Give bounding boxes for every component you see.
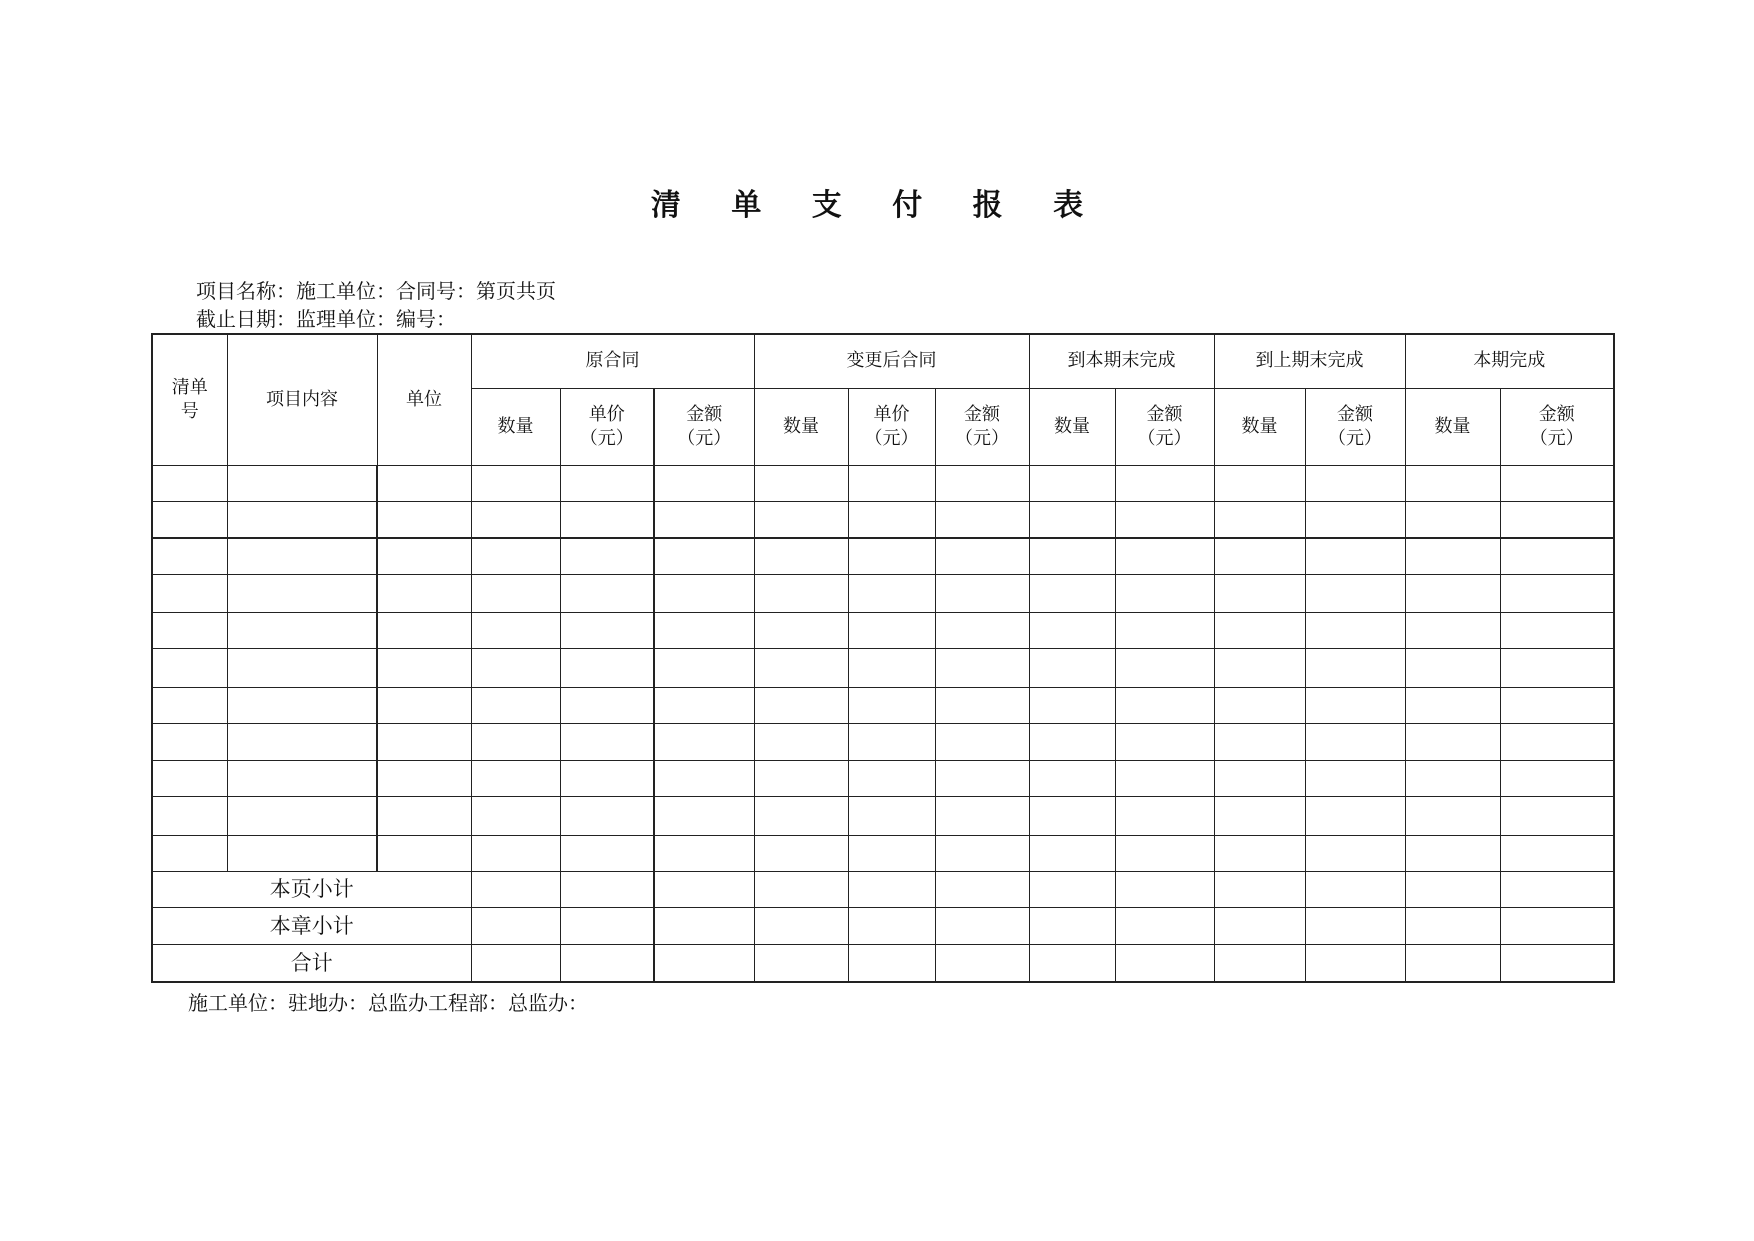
table-cell [152, 465, 227, 501]
table-cell [935, 760, 1029, 796]
table-cell [935, 574, 1029, 612]
table-cell [1405, 907, 1500, 944]
amount-header: 金额 （元） [1115, 388, 1214, 465]
table-cell [560, 944, 654, 982]
table-cell [227, 648, 377, 687]
table-cell [1029, 465, 1115, 501]
table-row [152, 835, 1614, 871]
table-cell [1500, 835, 1614, 871]
table-cell [1305, 574, 1405, 612]
table-cell [227, 835, 377, 871]
qty-header: 数量 [1405, 388, 1500, 465]
table-cell [1405, 612, 1500, 648]
unit-header: 单位 [377, 334, 471, 465]
table-cell [1500, 723, 1614, 760]
table-cell [471, 907, 560, 944]
table-cell [754, 501, 848, 538]
table-cell [1305, 465, 1405, 501]
table-cell [1115, 723, 1214, 760]
table-cell [1115, 871, 1214, 907]
table-cell [935, 687, 1029, 723]
table-cell [654, 574, 754, 612]
table-cell [560, 796, 654, 835]
table-cell [560, 760, 654, 796]
page-subtotal-row [152, 871, 1614, 907]
table-cell [848, 760, 935, 796]
chapter-subtotal-label: 本章小计 [152, 907, 471, 944]
qty-header: 数量 [1214, 388, 1305, 465]
table-cell [560, 574, 654, 612]
table-cell [560, 871, 654, 907]
table-cell [1305, 835, 1405, 871]
table-cell [1405, 687, 1500, 723]
table-cell [848, 687, 935, 723]
table-cell [471, 612, 560, 648]
table-cell [152, 612, 227, 648]
table-cell [471, 871, 560, 907]
group-header-changed: 变更后合同 [754, 334, 1029, 388]
table-cell [935, 501, 1029, 538]
table-row [152, 465, 1614, 501]
table-cell [754, 760, 848, 796]
table-cell [654, 648, 754, 687]
table-cell [1214, 796, 1305, 835]
table-cell [227, 538, 377, 574]
table-cell [1214, 612, 1305, 648]
date-info-line: 截止日期：监理单位：编号： [196, 307, 456, 331]
table-cell [377, 760, 471, 796]
table-cell [848, 612, 935, 648]
item-no-header: 清单 号 [152, 334, 227, 465]
table-cell [471, 723, 560, 760]
table-cell [227, 612, 377, 648]
table-cell [152, 687, 227, 723]
amount-header: 金额 （元） [935, 388, 1029, 465]
unit-price-header: 单价 （元） [848, 388, 935, 465]
header-row-1 [152, 334, 1614, 388]
table-cell [1305, 944, 1405, 982]
table-cell [1214, 687, 1305, 723]
table-cell [935, 648, 1029, 687]
table-cell [848, 538, 935, 574]
table-cell [1305, 538, 1405, 574]
table-cell [560, 612, 654, 648]
table-cell [377, 465, 471, 501]
table-cell [1115, 538, 1214, 574]
amount-header: 金额 （元） [1305, 388, 1405, 465]
table-cell [654, 907, 754, 944]
table-cell [560, 687, 654, 723]
table-cell [754, 538, 848, 574]
table-cell [377, 648, 471, 687]
table-cell [1214, 907, 1305, 944]
table-cell [848, 907, 935, 944]
table-cell [654, 796, 754, 835]
table-cell [1500, 907, 1614, 944]
table-cell [377, 723, 471, 760]
table-cell [754, 648, 848, 687]
table-cell [848, 835, 935, 871]
table-cell [227, 687, 377, 723]
table-cell [1115, 907, 1214, 944]
unit-price-header: 单价 （元） [560, 388, 654, 465]
table-cell [1029, 574, 1115, 612]
table-cell [1115, 687, 1214, 723]
table-row [152, 501, 1614, 538]
table-cell [560, 648, 654, 687]
table-cell [935, 538, 1029, 574]
table-cell [654, 687, 754, 723]
table-cell [152, 538, 227, 574]
table-cell [1500, 574, 1614, 612]
table-cell [377, 501, 471, 538]
table-cell [654, 612, 754, 648]
table-cell [471, 465, 560, 501]
table-cell [1029, 501, 1115, 538]
table-cell [377, 796, 471, 835]
table-cell [1029, 944, 1115, 982]
table-cell [848, 944, 935, 982]
table-cell [1305, 907, 1405, 944]
table-cell [654, 760, 754, 796]
table-cell [560, 465, 654, 501]
table-cell [848, 501, 935, 538]
amount-header: 金额 （元） [654, 388, 754, 465]
table-cell [377, 574, 471, 612]
table-cell [1214, 944, 1305, 982]
table-cell [1029, 723, 1115, 760]
table-cell [754, 465, 848, 501]
table-cell [754, 871, 848, 907]
table-cell [377, 612, 471, 648]
table-cell [1305, 612, 1405, 648]
table-cell [471, 760, 560, 796]
table-cell [1214, 760, 1305, 796]
table-row [152, 723, 1614, 760]
qty-header: 数量 [471, 388, 560, 465]
table-cell [560, 538, 654, 574]
table-cell [654, 465, 754, 501]
table-cell [935, 835, 1029, 871]
table-cell [1405, 944, 1500, 982]
table-cell [654, 835, 754, 871]
qty-header: 数量 [754, 388, 848, 465]
table-cell [1214, 465, 1305, 501]
table-cell [471, 687, 560, 723]
item-content-header: 项目内容 [227, 334, 377, 465]
table-cell [1214, 574, 1305, 612]
table-row [152, 574, 1614, 612]
table-cell [754, 835, 848, 871]
signature-footer: 施工单位：驻地办：总监办工程部：总监办： [188, 991, 588, 1015]
table-cell [560, 723, 654, 760]
table-cell [1500, 612, 1614, 648]
table-cell [1405, 501, 1500, 538]
table-cell [227, 760, 377, 796]
table-cell [1500, 796, 1614, 835]
table-row [152, 648, 1614, 687]
table-row [152, 538, 1614, 574]
table-cell [1405, 465, 1500, 501]
table-cell [1029, 760, 1115, 796]
table-cell [654, 871, 754, 907]
table-cell [1115, 501, 1214, 538]
total-label: 合计 [152, 944, 471, 982]
table-cell [935, 907, 1029, 944]
table-cell [1500, 687, 1614, 723]
table-cell [1029, 538, 1115, 574]
table-row [152, 796, 1614, 835]
table-cell [848, 796, 935, 835]
table-cell [1305, 796, 1405, 835]
table-cell [377, 687, 471, 723]
table-cell [935, 612, 1029, 648]
table-cell [848, 574, 935, 612]
table-cell [560, 907, 654, 944]
table-cell [152, 760, 227, 796]
table-row [152, 612, 1614, 648]
table-cell [471, 796, 560, 835]
group-header-to-current-end: 到本期末完成 [1029, 334, 1214, 388]
table-cell [935, 723, 1029, 760]
table-cell [471, 944, 560, 982]
table-cell [227, 501, 377, 538]
table-cell [152, 574, 227, 612]
table-cell [1500, 501, 1614, 538]
table-cell [471, 501, 560, 538]
table-cell [227, 796, 377, 835]
table-cell [754, 907, 848, 944]
table-cell [848, 648, 935, 687]
table-cell [1214, 501, 1305, 538]
amount-header: 金额 （元） [1500, 388, 1614, 465]
table-cell [654, 944, 754, 982]
table-cell [1029, 612, 1115, 648]
group-header-current-period: 本期完成 [1405, 334, 1614, 388]
table-cell [1405, 796, 1500, 835]
table-cell [1115, 612, 1214, 648]
table-cell [1305, 687, 1405, 723]
table-cell [754, 687, 848, 723]
table-cell [1214, 723, 1305, 760]
page-subtotal-label: 本页小计 [152, 871, 471, 907]
table-cell [1029, 907, 1115, 944]
table-cell [848, 465, 935, 501]
table-cell [654, 538, 754, 574]
table-cell [1405, 871, 1500, 907]
table-cell [1214, 871, 1305, 907]
table-cell [935, 465, 1029, 501]
table-cell [1305, 501, 1405, 538]
table-cell [152, 648, 227, 687]
table-cell [1500, 538, 1614, 574]
table-cell [152, 796, 227, 835]
table-cell [1115, 465, 1214, 501]
table-cell [1405, 723, 1500, 760]
table-cell [1029, 871, 1115, 907]
table-cell [935, 796, 1029, 835]
chapter-subtotal-row [152, 907, 1614, 944]
table-cell [227, 465, 377, 501]
table-cell [1405, 538, 1500, 574]
table-cell [1115, 796, 1214, 835]
table-cell [1500, 465, 1614, 501]
table-cell [1500, 648, 1614, 687]
total-row [152, 944, 1614, 982]
table-cell [754, 796, 848, 835]
table-cell [1029, 835, 1115, 871]
table-cell [1305, 760, 1405, 796]
table-cell [152, 835, 227, 871]
table-cell [1305, 871, 1405, 907]
table-cell [377, 835, 471, 871]
table-cell [152, 501, 227, 538]
group-header-original: 原合同 [471, 334, 754, 388]
table-cell [1115, 648, 1214, 687]
table-cell [1115, 574, 1214, 612]
table-cell [1214, 648, 1305, 687]
table-cell [560, 501, 654, 538]
table-cell [1305, 723, 1405, 760]
table-cell [1405, 760, 1500, 796]
table-cell [754, 723, 848, 760]
project-info-line: 项目名称：施工单位：合同号：第页共页 [196, 279, 556, 303]
table-cell [1500, 871, 1614, 907]
table-body [152, 465, 1614, 871]
table-cell [1029, 796, 1115, 835]
table-cell [1405, 648, 1500, 687]
payment-table [151, 333, 1615, 983]
table-cell [1029, 648, 1115, 687]
table-cell [152, 723, 227, 760]
table-cell [654, 501, 754, 538]
table-cell [1115, 944, 1214, 982]
table-cell [377, 538, 471, 574]
table-cell [848, 871, 935, 907]
report-title: 清 单 支 付 报 表 [650, 188, 1104, 223]
table-cell [227, 574, 377, 612]
table-cell [1115, 760, 1214, 796]
table-cell [754, 944, 848, 982]
table-cell [654, 723, 754, 760]
qty-header: 数量 [1029, 388, 1115, 465]
table-cell [1214, 835, 1305, 871]
group-header-to-previous-end: 到上期末完成 [1214, 334, 1405, 388]
table-row [152, 687, 1614, 723]
table-cell [1214, 538, 1305, 574]
table-cell [1500, 944, 1614, 982]
table-cell [471, 648, 560, 687]
table-cell [560, 835, 654, 871]
table-cell [935, 944, 1029, 982]
table-cell [471, 835, 560, 871]
table-cell [1029, 687, 1115, 723]
table-cell [227, 723, 377, 760]
table-cell [1405, 574, 1500, 612]
table-cell [471, 574, 560, 612]
table-cell [935, 871, 1029, 907]
table-cell [1305, 648, 1405, 687]
table-cell [848, 723, 935, 760]
table-row [152, 760, 1614, 796]
table-cell [754, 612, 848, 648]
table-cell [1500, 760, 1614, 796]
table-cell [1115, 835, 1214, 871]
table-cell [471, 538, 560, 574]
table-cell [1405, 835, 1500, 871]
table-cell [754, 574, 848, 612]
